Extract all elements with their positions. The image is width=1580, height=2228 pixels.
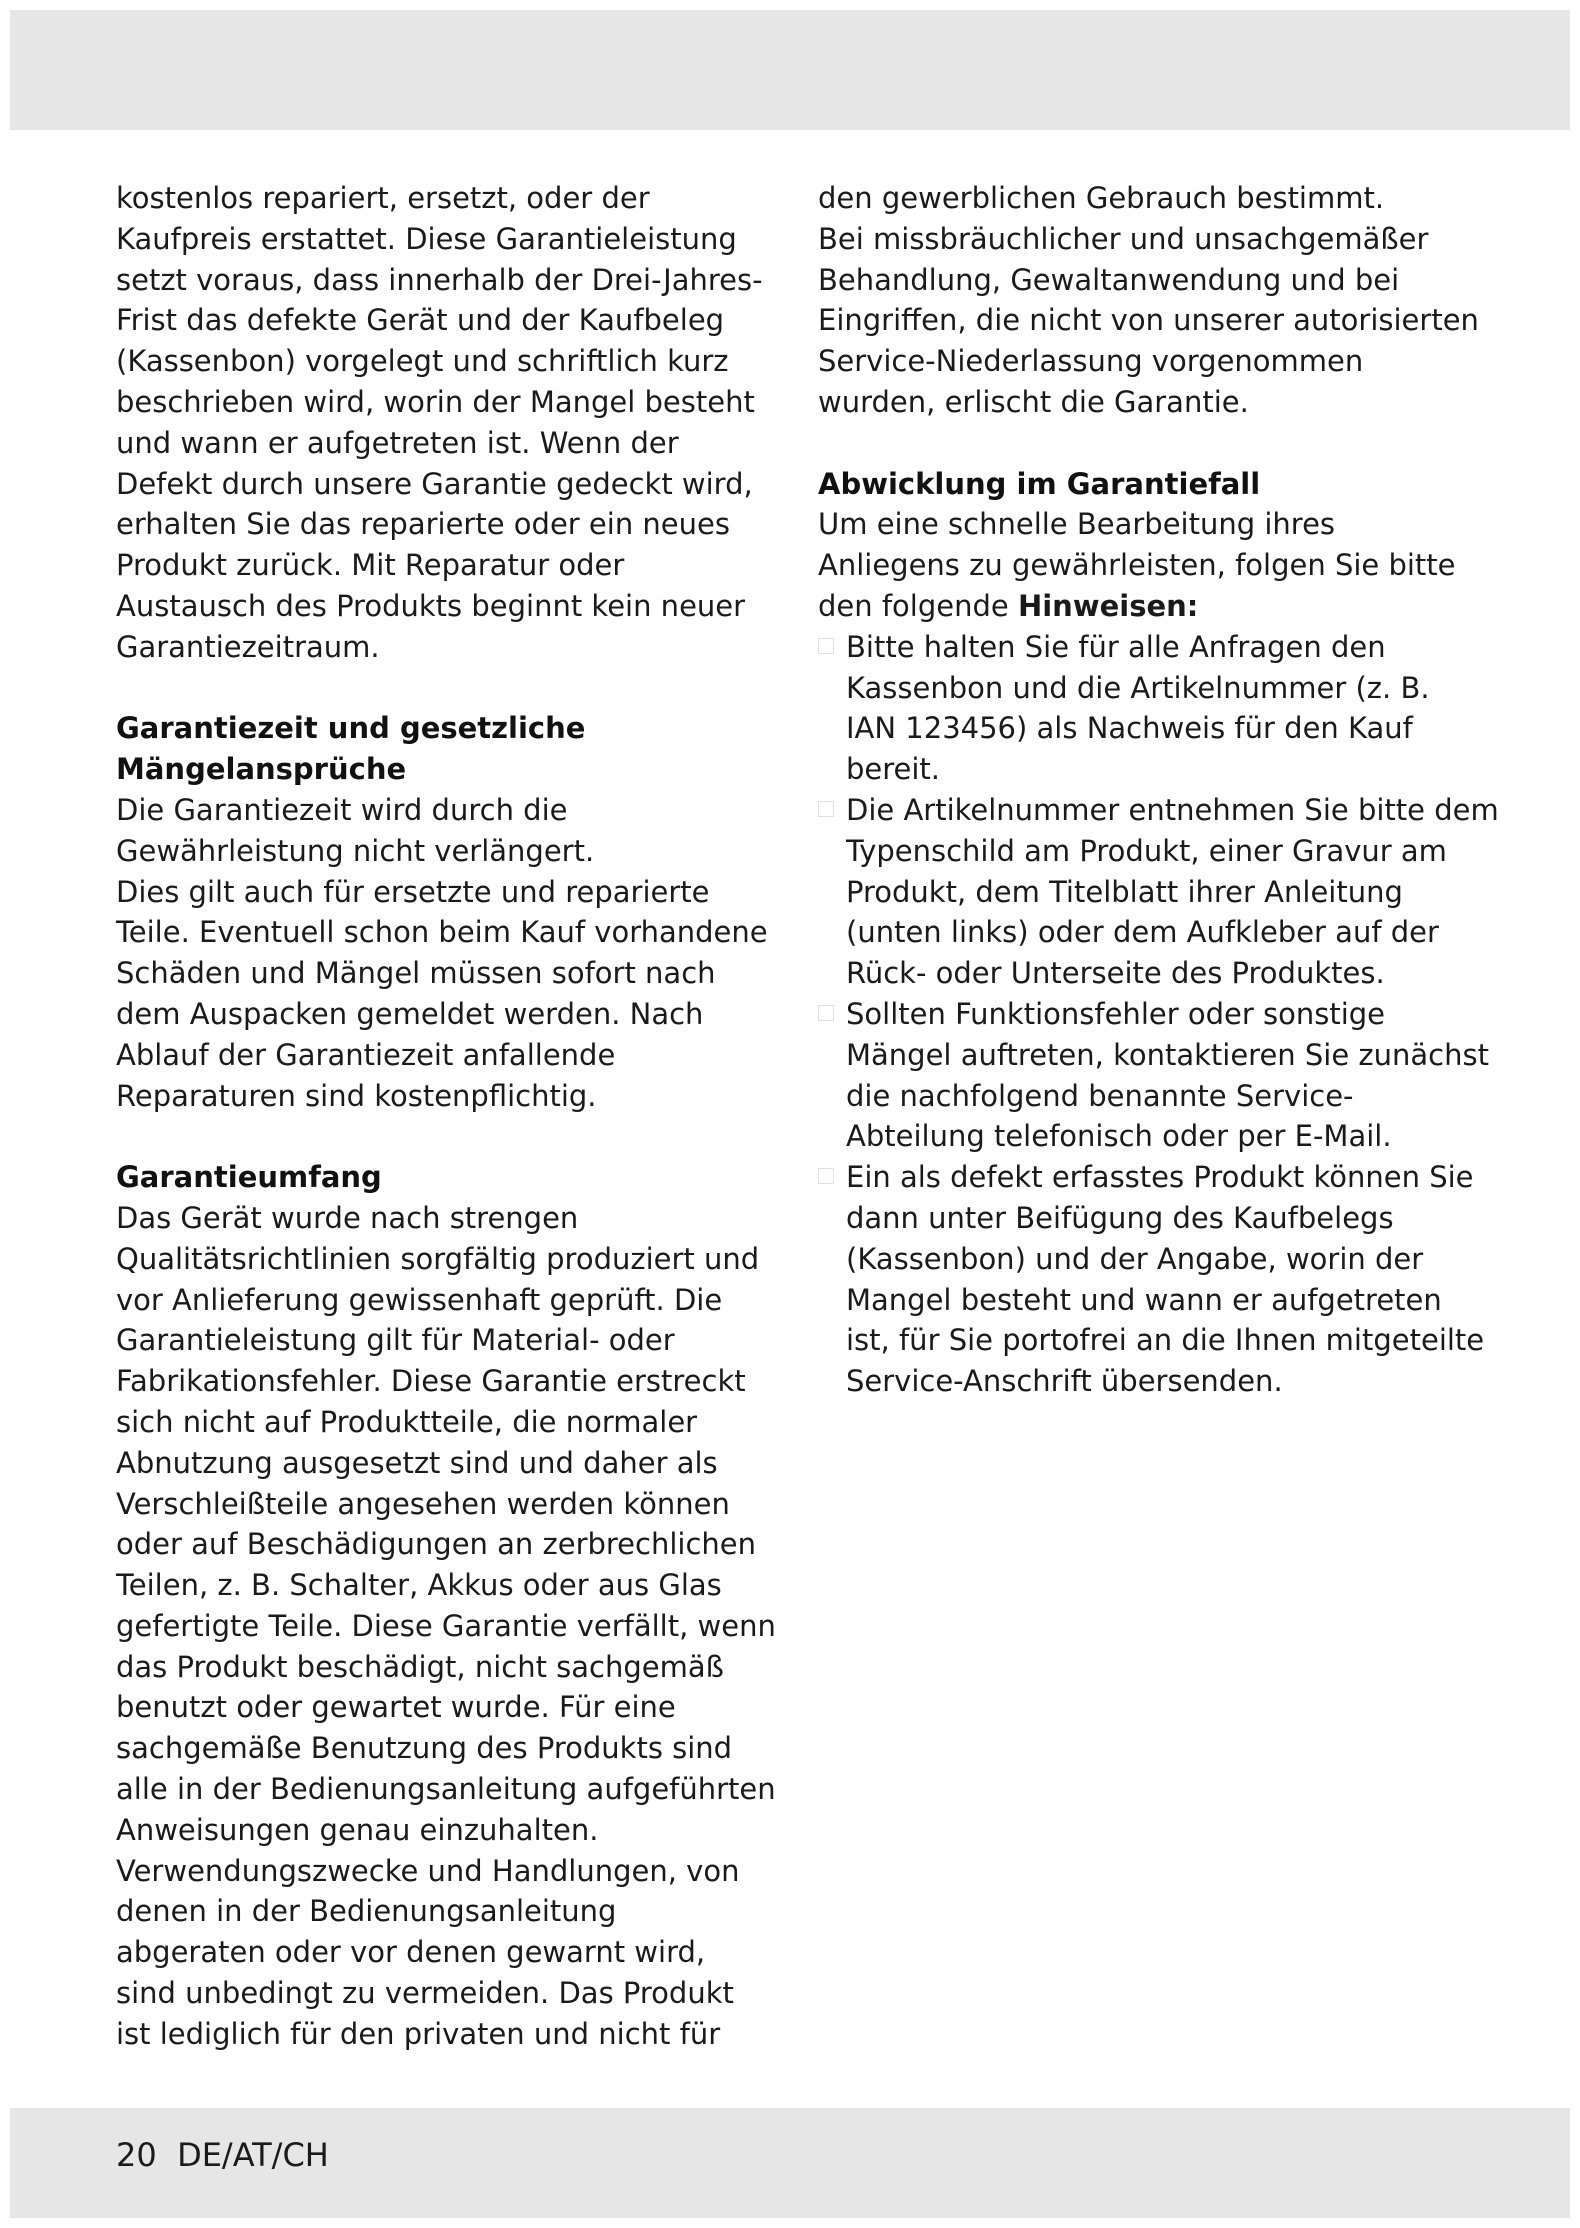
list-item (818, 1157, 1490, 1402)
heading-garantieumfang (116, 1157, 786, 1198)
text-line: beschrieben wird, worin der Mangel besteht (116, 384, 755, 419)
list-item (818, 790, 1499, 994)
text-line: dann unter Beifügung des Kaufbelegs (846, 1200, 1394, 1235)
garantiezeit-paragraph (116, 790, 786, 1116)
text-line: Behandlung, Gewaltanwendung und bei (818, 262, 1400, 297)
text-line: sind unbedingt zu vermeiden. Das Produkt (116, 1976, 734, 2011)
text-line: Bei missbräuchlicher und unsachgemäßer (818, 221, 1429, 256)
text-line: Kassenbon und die Artikelnummer (z. B. (846, 670, 1430, 705)
intro-paragraph (116, 178, 786, 668)
text-line: gefertigte Teile. Diese Garantie verfällt, wenn (116, 1608, 776, 1643)
text-line: kostenlos repariert, ersetzt, oder der (116, 181, 650, 215)
text-line: Ein als defekt erfasstes Produkt können Sie (846, 1160, 1474, 1195)
text-line: (unten links) oder dem Aufkleber auf der (846, 915, 1439, 950)
text-line: Reparaturen sind kostenpflichtig. (116, 1078, 597, 1113)
heading-line: Abwicklung im Garantiefall (818, 466, 1261, 501)
text-line: Verwendungszwecke und Handlungen, von (116, 1853, 740, 1888)
text-line: sachgemäße Benutzung des Produkts sind (116, 1731, 733, 1766)
text-line: Garantieleistung gilt für Material- oder (116, 1323, 675, 1358)
text-line: Anliegens zu gewährleisten, folgen Sie bitte (818, 548, 1456, 583)
hinweise-list (818, 627, 1499, 1402)
text-line: Anweisungen genau einzuhalten. (116, 1812, 599, 1847)
text-line: Sollten Funktionsfehler oder sonstige (846, 996, 1386, 1031)
text-line: Qualitätsrichtlinien sorgfältig produziert und (116, 1241, 760, 1276)
text-line: Teilen, z. B. Schalter, Akkus oder aus Glas (116, 1568, 722, 1603)
text-line: Frist das defekte Gerät und der Kaufbeleg (116, 303, 725, 338)
text-line: vor Anlieferung gewissenhaft geprüft. Die (116, 1282, 723, 1317)
list-item (818, 994, 1490, 1157)
bullet-box-icon (818, 1168, 834, 1184)
text-line: denen in der Bedienungsanleitung (116, 1894, 617, 1929)
text-line: Mängel auftreten, kontaktieren Sie zunächst (846, 1037, 1489, 1072)
text-line: Fabrikationsfehler. Diese Garantie erstreckt (116, 1364, 746, 1399)
text-line: Das Gerät wurde nach strengen (116, 1200, 579, 1235)
text-line: Um eine schnelle Bearbeitung ihres (818, 507, 1336, 542)
text-line: Service-Anschrift übersenden. (846, 1364, 1283, 1399)
heading-abwicklung (818, 464, 1490, 505)
garantieumfang-paragraph (116, 1198, 786, 2055)
heading-line: Mängelansprüche (116, 752, 407, 787)
text-line: Austausch des Produkts beginnt kein neuer (116, 588, 746, 623)
text-line: benutzt oder gewartet wurde. Für eine (116, 1690, 676, 1725)
bullet-box-icon (818, 801, 834, 817)
page-number: 20 (116, 2136, 157, 2174)
header-band (10, 10, 1570, 130)
text-line: IAN 123456) als Nachweis für den Kauf (846, 711, 1413, 746)
text-line: dem Auspacken gemeldet werden. Nach (116, 996, 704, 1031)
text-line: Die Garantiezeit wird durch die (116, 792, 568, 827)
text-line: oder auf Beschädigungen an zerbrechlichen (116, 1527, 757, 1562)
left-column (116, 178, 786, 2055)
text-fragment: den folgende (818, 588, 1018, 623)
text-line: setzt voraus, dass innerhalb der Drei-Jahres- (116, 262, 763, 297)
text-line: Teile. Eventuell schon beim Kauf vorhandene (116, 915, 768, 950)
right-column (818, 178, 1499, 1402)
text-line (818, 586, 1490, 627)
text-line: Abteilung telefonisch oder per E-Mail. (846, 1119, 1392, 1154)
list-item (818, 627, 1490, 790)
text-line: bereit. (846, 752, 941, 787)
bullet-box-icon (818, 638, 834, 654)
text-line: und wann er aufgetreten ist. Wenn der (116, 425, 679, 460)
text-line: Schäden und Mängel müssen sofort nach (116, 956, 716, 991)
bullet-box-icon (818, 1005, 834, 1021)
heading-garantiezeit (116, 708, 786, 790)
text-line: Produkt zurück. Mit Reparatur oder (116, 548, 625, 583)
text-line: Verschleißteile angesehen werden können (116, 1486, 730, 1521)
text-line: Kaufpreis erstattet. Diese Garantieleistung (116, 221, 737, 256)
text-line: (Kassenbon) und der Angabe, worin der (846, 1241, 1424, 1276)
region-label: DE/AT/CH (177, 2136, 329, 2174)
text-line: Defekt durch unsere Garantie gedeckt wird, (116, 466, 753, 501)
text-line: Gewährleistung nicht verlängert. (116, 833, 595, 868)
heading-line: Garantieumfang (116, 1160, 382, 1195)
page-footer (116, 2133, 329, 2177)
text-line: Rück- oder Unterseite des Produktes. (846, 956, 1385, 991)
text-line: Eingriffen, die nicht von unserer autorisierten (818, 303, 1479, 338)
text-line: Mangel besteht und wann er aufgetreten (846, 1282, 1442, 1317)
text-line: (Kassenbon) vorgelegt und schriftlich kurz (116, 344, 729, 379)
text-line: den gewerblichen Gebrauch bestimmt. (818, 181, 1385, 215)
text-line: Typenschild am Produkt, einer Gravur am (846, 833, 1447, 868)
text-line: ist, für Sie portofrei an die Ihnen mitgeteilte (846, 1323, 1485, 1358)
text-line: das Produkt beschädigt, nicht sachgemäß (116, 1649, 724, 1684)
text-line: Ablauf der Garantiezeit anfallende (116, 1037, 616, 1072)
text-line: Garantiezeitraum. (116, 629, 380, 664)
text-line: alle in der Bedienungsanleitung aufgeführten (116, 1772, 776, 1807)
heading-line: Garantiezeit und gesetzliche (116, 711, 586, 746)
gebrauch-paragraph (818, 178, 1490, 423)
text-line: Produkt, dem Titelblatt ihrer Anleitung (846, 874, 1403, 909)
text-line: Abnutzung ausgesetzt sind und daher als (116, 1445, 718, 1480)
text-line: Service-Niederlassung vorgenommen (818, 344, 1364, 379)
text-line: sich nicht auf Produktteile, die normaler (116, 1404, 698, 1439)
text-line: Die Artikelnummer entnehmen Sie bitte dem (846, 792, 1499, 827)
text-line: abgeraten oder vor denen gewarnt wird, (116, 1935, 706, 1970)
text-line: Dies gilt auch für ersetzte und reparierte (116, 874, 710, 909)
text-line: ist lediglich für den privaten und nicht für (116, 2016, 721, 2051)
abwicklung-paragraph (818, 504, 1490, 626)
text-line: die nachfolgend benannte Service- (846, 1078, 1354, 1113)
hinweisen-label: Hinweisen: (1017, 588, 1199, 623)
text-line: wurden, erlischt die Garantie. (818, 384, 1249, 419)
text-line: erhalten Sie das reparierte oder ein neues (116, 507, 730, 542)
text-line: Bitte halten Sie für alle Anfragen den (846, 629, 1386, 664)
